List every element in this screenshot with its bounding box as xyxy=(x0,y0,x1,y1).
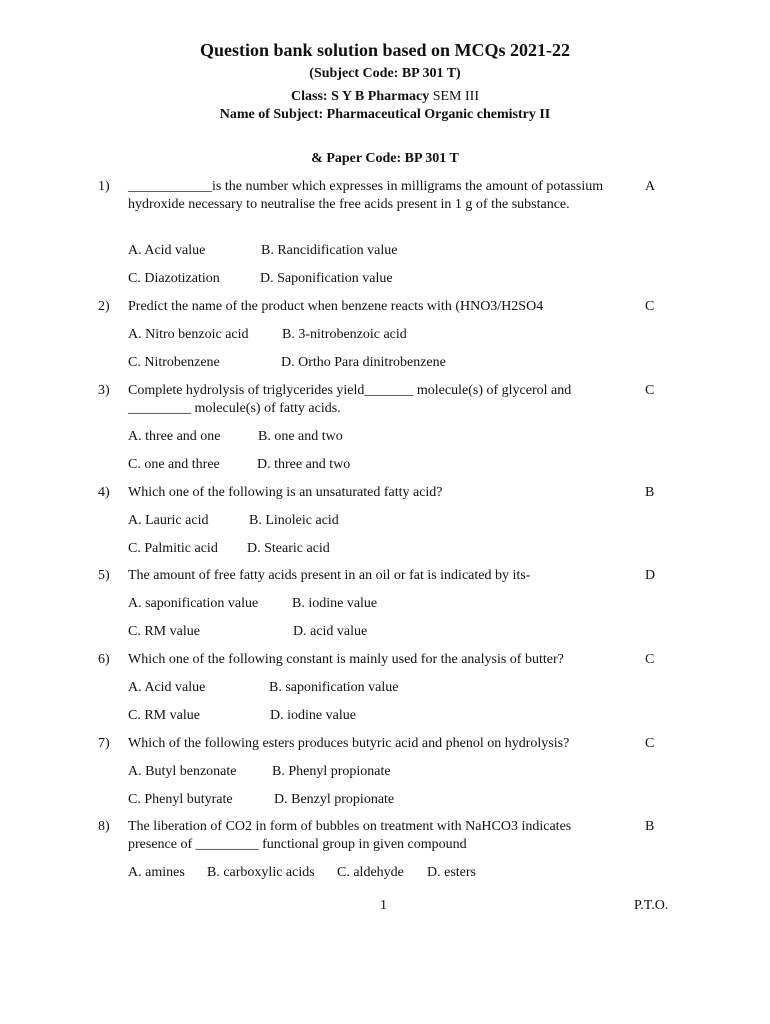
question-text: Which of the following esters produces butyric acid and phenol on hydrolysis? xyxy=(128,736,570,751)
option-c: C. one and three xyxy=(128,457,220,472)
question-text: Complete hydrolysis of triglycerides yield_______ molecule(s) of glycerol and _________ molecule(s) of fatty acids. xyxy=(128,383,572,416)
question-number: 2) xyxy=(98,299,110,314)
paper-code: & Paper Code: BP 301 T xyxy=(311,151,459,166)
option-d: D. Ortho Para dinitrobenzene xyxy=(281,355,446,370)
question-number: 6) xyxy=(98,652,110,667)
please-turn-over: P.T.O. xyxy=(634,898,669,913)
subject-code: (Subject Code: BP 301 T) xyxy=(309,66,461,81)
option-a: A. Acid value xyxy=(128,243,206,258)
answer-key: C xyxy=(645,652,655,667)
option-c: C. Palmitic acid xyxy=(128,541,218,556)
question-number: 7) xyxy=(98,736,110,751)
page-number: 1 xyxy=(380,898,387,913)
document-title: Question bank solution based on MCQs 2021-22 xyxy=(199,40,571,60)
option-d: D. esters xyxy=(427,865,476,880)
class-line xyxy=(0,89,770,105)
option-d: D. iodine value xyxy=(270,708,356,723)
question-number: 4) xyxy=(98,485,110,500)
class-label: Class: S Y B Pharmacy xyxy=(291,89,430,104)
question-text: Predict the name of the product when benzene reacts with (HNO3/H2SO4 xyxy=(128,299,544,314)
option-c: C. Phenyl butyrate xyxy=(128,792,233,807)
option-a: A. Nitro benzoic acid xyxy=(128,327,249,342)
option-c: C. Diazotization xyxy=(128,271,220,286)
option-a: A. Butyl benzonate xyxy=(128,764,237,779)
answer-key: B xyxy=(645,819,655,834)
option-a: A. three and one xyxy=(128,429,221,444)
answer-key: D xyxy=(645,568,656,583)
class-semester: SEM III xyxy=(432,89,479,104)
answer-key: C xyxy=(645,736,655,751)
option-b: B. Linoleic acid xyxy=(249,513,339,528)
option-d: D. acid value xyxy=(293,624,368,639)
question-text: Which one of the following constant is mainly used for the analysis of butter? xyxy=(128,652,564,667)
answer-key: B xyxy=(645,485,655,500)
question-text: Which one of the following is an unsaturated fatty acid? xyxy=(128,485,443,500)
option-d: D. Benzyl propionate xyxy=(274,792,395,807)
question-number: 3) xyxy=(98,383,110,398)
question-number: 5) xyxy=(98,568,110,583)
option-c: C. RM value xyxy=(128,708,200,723)
option-b: B. Rancidification value xyxy=(261,243,398,258)
question-number: 1) xyxy=(98,179,110,194)
option-c: C. aldehyde xyxy=(337,865,404,880)
option-c: C. RM value xyxy=(128,624,200,639)
option-d: D. Stearic acid xyxy=(247,541,330,556)
option-d: D. Saponification value xyxy=(260,271,393,286)
answer-key: A xyxy=(645,179,656,194)
option-a: A. saponification value xyxy=(128,596,259,611)
subject-name: Name of Subject: Pharmaceutical Organic chemistry II xyxy=(219,107,551,122)
option-d: D. three and two xyxy=(257,457,351,472)
option-a: A. amines xyxy=(128,865,185,880)
question-text: ____________is the number which expresses in milligrams the amount of potassium hydroxide necessary to neutralise the free acids present in 1 g of the substance. xyxy=(128,179,604,212)
option-a: A. Acid value xyxy=(128,680,206,695)
option-b: B. carboxylic acids xyxy=(207,865,315,880)
option-b: B. Phenyl propionate xyxy=(272,764,391,779)
question-text: The liberation of CO2 in form of bubbles on treatment with NaHCO3 indicates presence of _________ functional group in given compound xyxy=(128,819,572,852)
option-a: A. Lauric acid xyxy=(128,513,209,528)
answer-key: C xyxy=(645,299,655,314)
option-b: B. iodine value xyxy=(292,596,378,611)
option-b: B. saponification value xyxy=(269,680,399,695)
option-c: C. Nitrobenzene xyxy=(128,355,220,370)
answer-key: C xyxy=(645,383,655,398)
question-text: The amount of free fatty acids present in an oil or fat is indicated by its- xyxy=(128,568,531,583)
question-number: 8) xyxy=(98,819,110,834)
option-b: B. 3-nitrobenzoic acid xyxy=(282,327,407,342)
option-b: B. one and two xyxy=(258,429,343,444)
